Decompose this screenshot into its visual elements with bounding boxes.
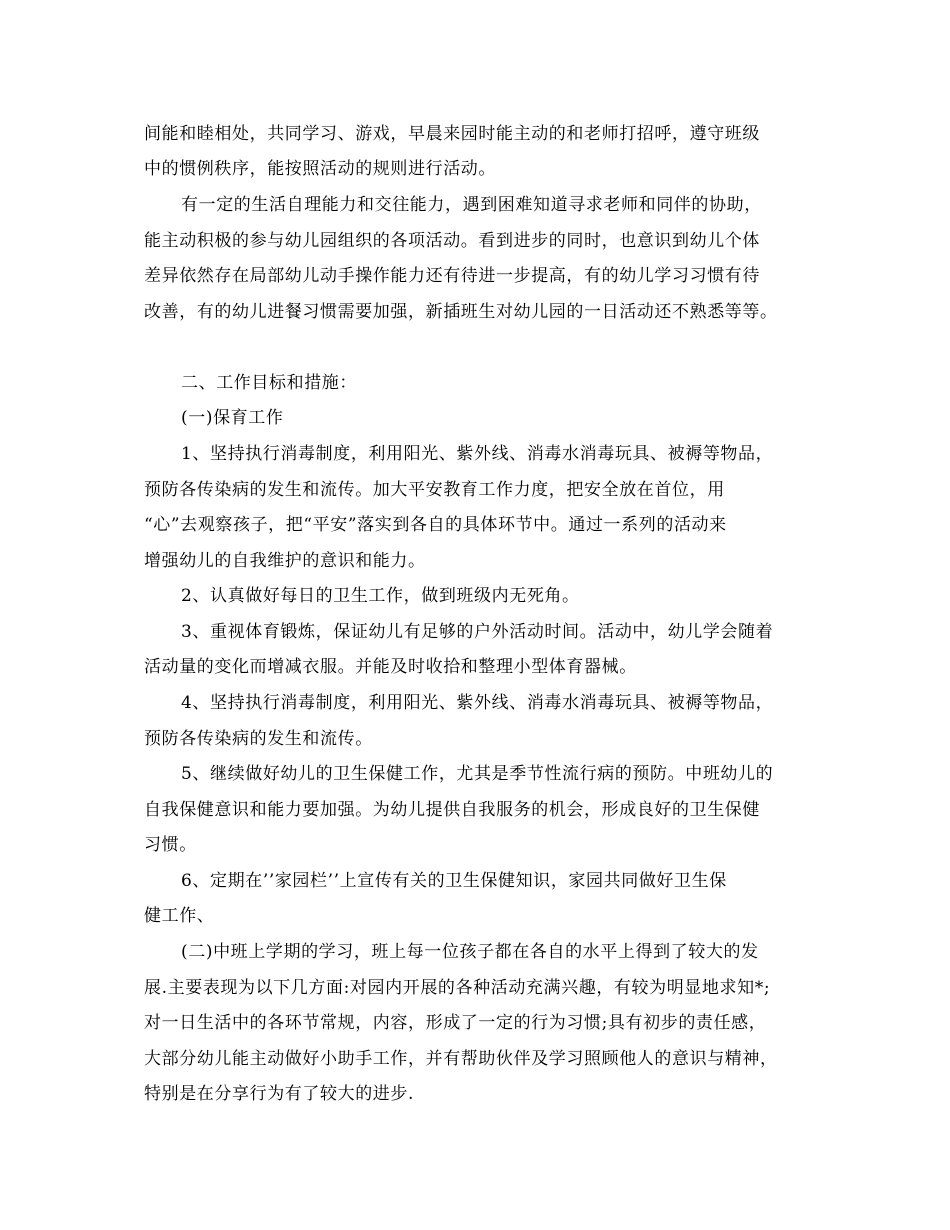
paragraph-line: 展.主要表现为以下几方面:对园内开展的各种活动充满兴趣，有较为明显地求知*; (144, 978, 771, 998)
paragraph-line: (二)中班上学期的学习，班上每一位孩子都在各自的水平上得到了较大的发 (181, 942, 759, 962)
paragraph-line: 特别是在分享行为有了较大的进步. (144, 1084, 415, 1104)
paragraph-line: 间能和睦相处，共同学习、游戏，早晨来园时能主动的和老师打招呼，遵守班级 (144, 124, 760, 144)
paragraph-line: 4、坚持执行消毒制度，利用阳光、紫外线、消毒水消毒玩具、被褥等物品， (181, 693, 774, 713)
paragraph-line: 增强幼儿的自我维护的意识和能力。 (144, 551, 426, 571)
paragraph-line: 对一日生活中的各环节常规，内容，形成了一定的行为习惯;具有初步的责任感， (144, 1013, 767, 1033)
paragraph-line: 习惯。 (144, 835, 197, 855)
paragraph-line: 自我保健意识和能力要加强。为幼儿提供自我服务的机会，形成良好的卫生保健 (144, 800, 760, 820)
paragraph-line: 中的惯例秩序，能按照活动的规则进行活动。 (144, 159, 496, 179)
subsection-heading: (一)保育工作 (181, 408, 284, 428)
paragraph-line: 能主动积极的参与幼儿园组织的各项活动。看到进步的同时，也意识到幼儿个体 (144, 231, 760, 251)
paragraph-line: 预防各传染病的发生和流传。加大平安教育工作力度，把安全放在首位，用 (144, 480, 725, 500)
paragraph-line: 预防各传染病的发生和流传。 (144, 729, 373, 749)
paragraph-line: 有一定的生活自理能力和交往能力，遇到困难知道寻求老师和同伴的协助， (181, 195, 762, 215)
paragraph-line: 大部分幼儿能主动做好小助手工作，并有帮助伙伴及学习照顾他人的意识与精神， (144, 1049, 778, 1069)
paragraph-line: 2、认真做好每日的卫生工作，做到班级内无死角。 (181, 586, 580, 606)
paragraph-line: 改善，有的幼儿进餐习惯需要加强，新插班生对幼儿园的一日活动还不熟悉等等。 (144, 302, 778, 322)
paragraph-line: 3、重视体育锻炼，保证幼儿有足够的户外活动时间。活动中，幼儿学会随着 (181, 622, 774, 642)
paragraph-line: 差异依然存在局部幼儿动手操作能力还有待进一步提高，有的幼儿学习习惯有待 (144, 266, 760, 286)
paragraph-line: 1、坚持执行消毒制度，利用阳光、紫外线、消毒水消毒玩具、被褥等物品， (181, 444, 774, 464)
paragraph-line: 6、定期在’’家园栏’’上宣传有关的卫生保健知识，家园共同做好卫生保 (181, 871, 727, 891)
section-heading: 二、工作目标和措施： (181, 373, 357, 393)
paragraph-line: 5、继续做好幼儿的卫生保健工作，尤其是季节性流行病的预防。中班幼儿的 (181, 764, 774, 784)
paragraph-line: 活动量的变化而增减衣服。并能及时收拾和整理小型体育器械。 (144, 657, 637, 677)
paragraph-line: “心”去观察孩子，把“平安”落实到各自的具体环节中。通过一系列的活动来 (144, 515, 727, 535)
paragraph-line: 健工作、 (144, 906, 215, 926)
